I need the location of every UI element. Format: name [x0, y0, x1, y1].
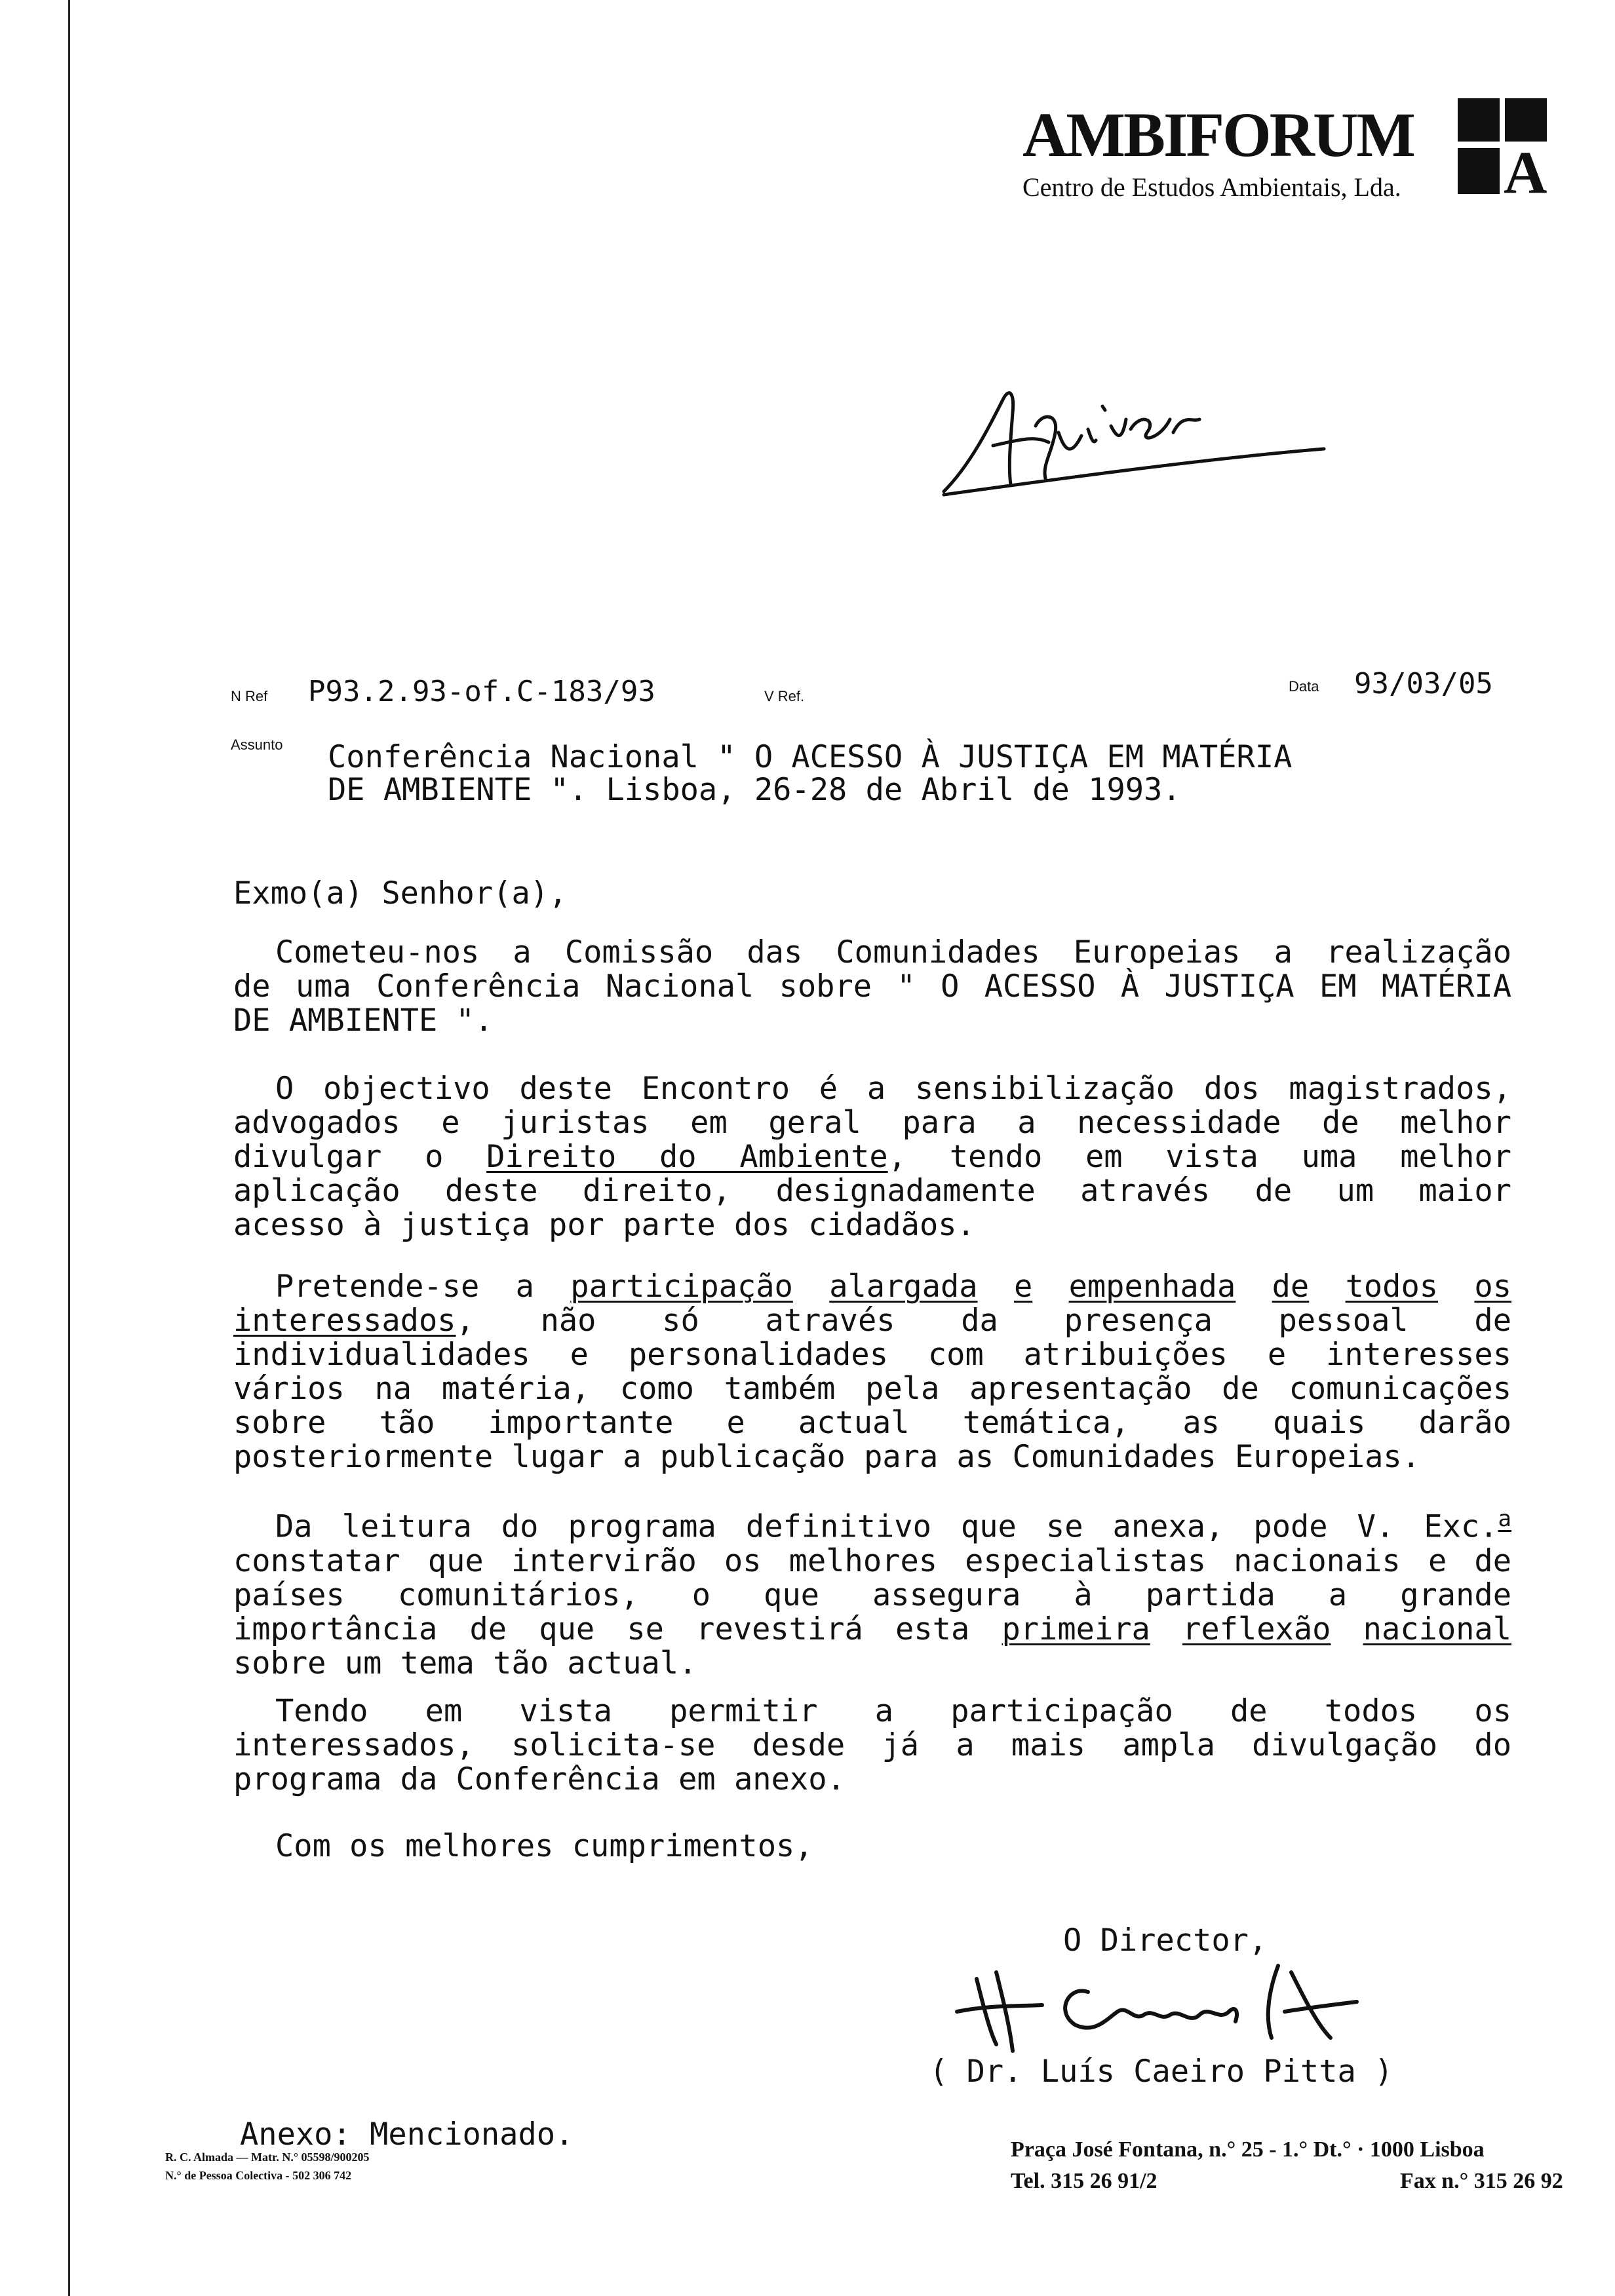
subject-line-2: DE AMBIENTE ". Lisboa, 26-28 de Abril de 1993. [328, 772, 1181, 808]
p3-line-3: individualidades e personalidades com atribuições e interesses [233, 1337, 1511, 1373]
left-margin-line [68, 0, 70, 2296]
p4-line-5: sobre um tema tão actual. [233, 1645, 697, 1681]
p1-line-3: DE AMBIENTE ". [233, 1003, 494, 1039]
footer-fax: Fax n.° 315 26 92 [1400, 2169, 1563, 2193]
signatory-name: ( Dr. Luís Caeiro Pitta ) [929, 2054, 1393, 2090]
paragraph-5 [233, 1694, 1511, 1797]
p2-line-1: O objectivo deste Encontro é a sensibilização dos magistrados, [275, 1071, 1511, 1107]
annex-note: Anexo: Mencionado. [240, 2116, 574, 2152]
p5-line-1: Tendo em vista permitir a participação de todos os [275, 1693, 1511, 1729]
our-ref-value: P93.2.93-of.C-183/93 [308, 675, 655, 708]
tax-number: N.° de Pessoa Colectiva - 502 306 742 [165, 2169, 352, 2182]
signatory-title: O Director, [1063, 1923, 1268, 1959]
p3-line-5: sobre tão importante e actual temática, as quais darão [233, 1405, 1511, 1441]
footer-phone: Tel. 315 26 91/2 [1011, 2169, 1158, 2193]
underlined-direito-ambiente: Direito do Ambiente [486, 1139, 888, 1175]
p3-line-4: vários na matéria, como também pela apresentação de comunicações [233, 1371, 1511, 1407]
footer-address: Praça José Fontana, n.° 25 - 1.° Dt.° · 1000 Lisboa [1011, 2137, 1485, 2162]
closing: Com os melhores cumprimentos, [275, 1828, 813, 1864]
signature [937, 1959, 1383, 2057]
paragraph-2 [233, 1072, 1511, 1242]
date-label: Data [1289, 678, 1319, 695]
logo-letter: A [1504, 139, 1547, 195]
paragraph-4 [233, 1502, 1511, 1681]
company-name: AMBIFORUM [1022, 100, 1414, 170]
p3-line-6: posteriormente lugar a publicação para as Comunidades Europeias. [233, 1439, 1420, 1475]
salutation: Exmo(a) Senhor(a), [233, 875, 568, 911]
p5-line-2: interessados, solicita-se desde já a mais ampla divulgação do [233, 1727, 1511, 1763]
p1-line-1: Cometeu-nos a Comissão das Comunidades Europeias a realização [275, 934, 1511, 970]
company-tagline: Centro de Estudos Ambientais, Lda. [1022, 172, 1401, 202]
paragraph-1 [233, 936, 1511, 1038]
p5-line-3: programa da Conferência em anexo. [233, 1761, 846, 1797]
paragraph-3 [233, 1270, 1511, 1474]
p4-line-3: países comunitários, o que assegura à partida a grande [233, 1577, 1511, 1613]
handwritten-annotation [931, 367, 1363, 498]
p4-line-1: Da leitura do programa definitivo que se anexa, pode V. Exc.$^a$ [275, 1506, 1511, 1545]
subject-label: Assunto [231, 737, 283, 753]
p2-line-2: advogados e juristas em geral para a necessidade de melhor [233, 1105, 1511, 1141]
p1-line-2: de uma Conferência Nacional sobre " O ACESSO À JUSTIÇA EM MATÉRIA [233, 968, 1511, 1004]
commercial-registration: R. C. Almada — Matr. N.° 05598/900205 [165, 2151, 370, 2164]
p2-line-3: divulgar o Direito do Ambiente, tendo em vista uma melhor [233, 1139, 1511, 1175]
p4-line-4: importância de que se revestirá esta primeira reflexão nacional [233, 1611, 1512, 1647]
p4-line-2: constatar que intervirão os melhores especialistas nacionais e de [233, 1542, 1511, 1579]
company-logo-mark [1458, 97, 1549, 195]
our-ref-label: N Ref [231, 688, 268, 704]
p2-line-5: acesso à justiça por parte dos cidadãos. [233, 1207, 975, 1243]
subject-line-1: Conferência Nacional " O ACESSO À JUSTIÇA EM MATÉRIA [328, 739, 1293, 775]
p3-line-2: interessados, não só através da presença pessoal de [233, 1303, 1511, 1339]
p3-line-1: Pretende-se a participação alargada e empenhada de todos os [275, 1269, 1512, 1305]
your-ref-label: V Ref. [764, 688, 805, 704]
p2-line-4: aplicação deste direito, designadamente através de um maior [233, 1173, 1511, 1209]
date-value: 93/03/05 [1354, 667, 1493, 700]
